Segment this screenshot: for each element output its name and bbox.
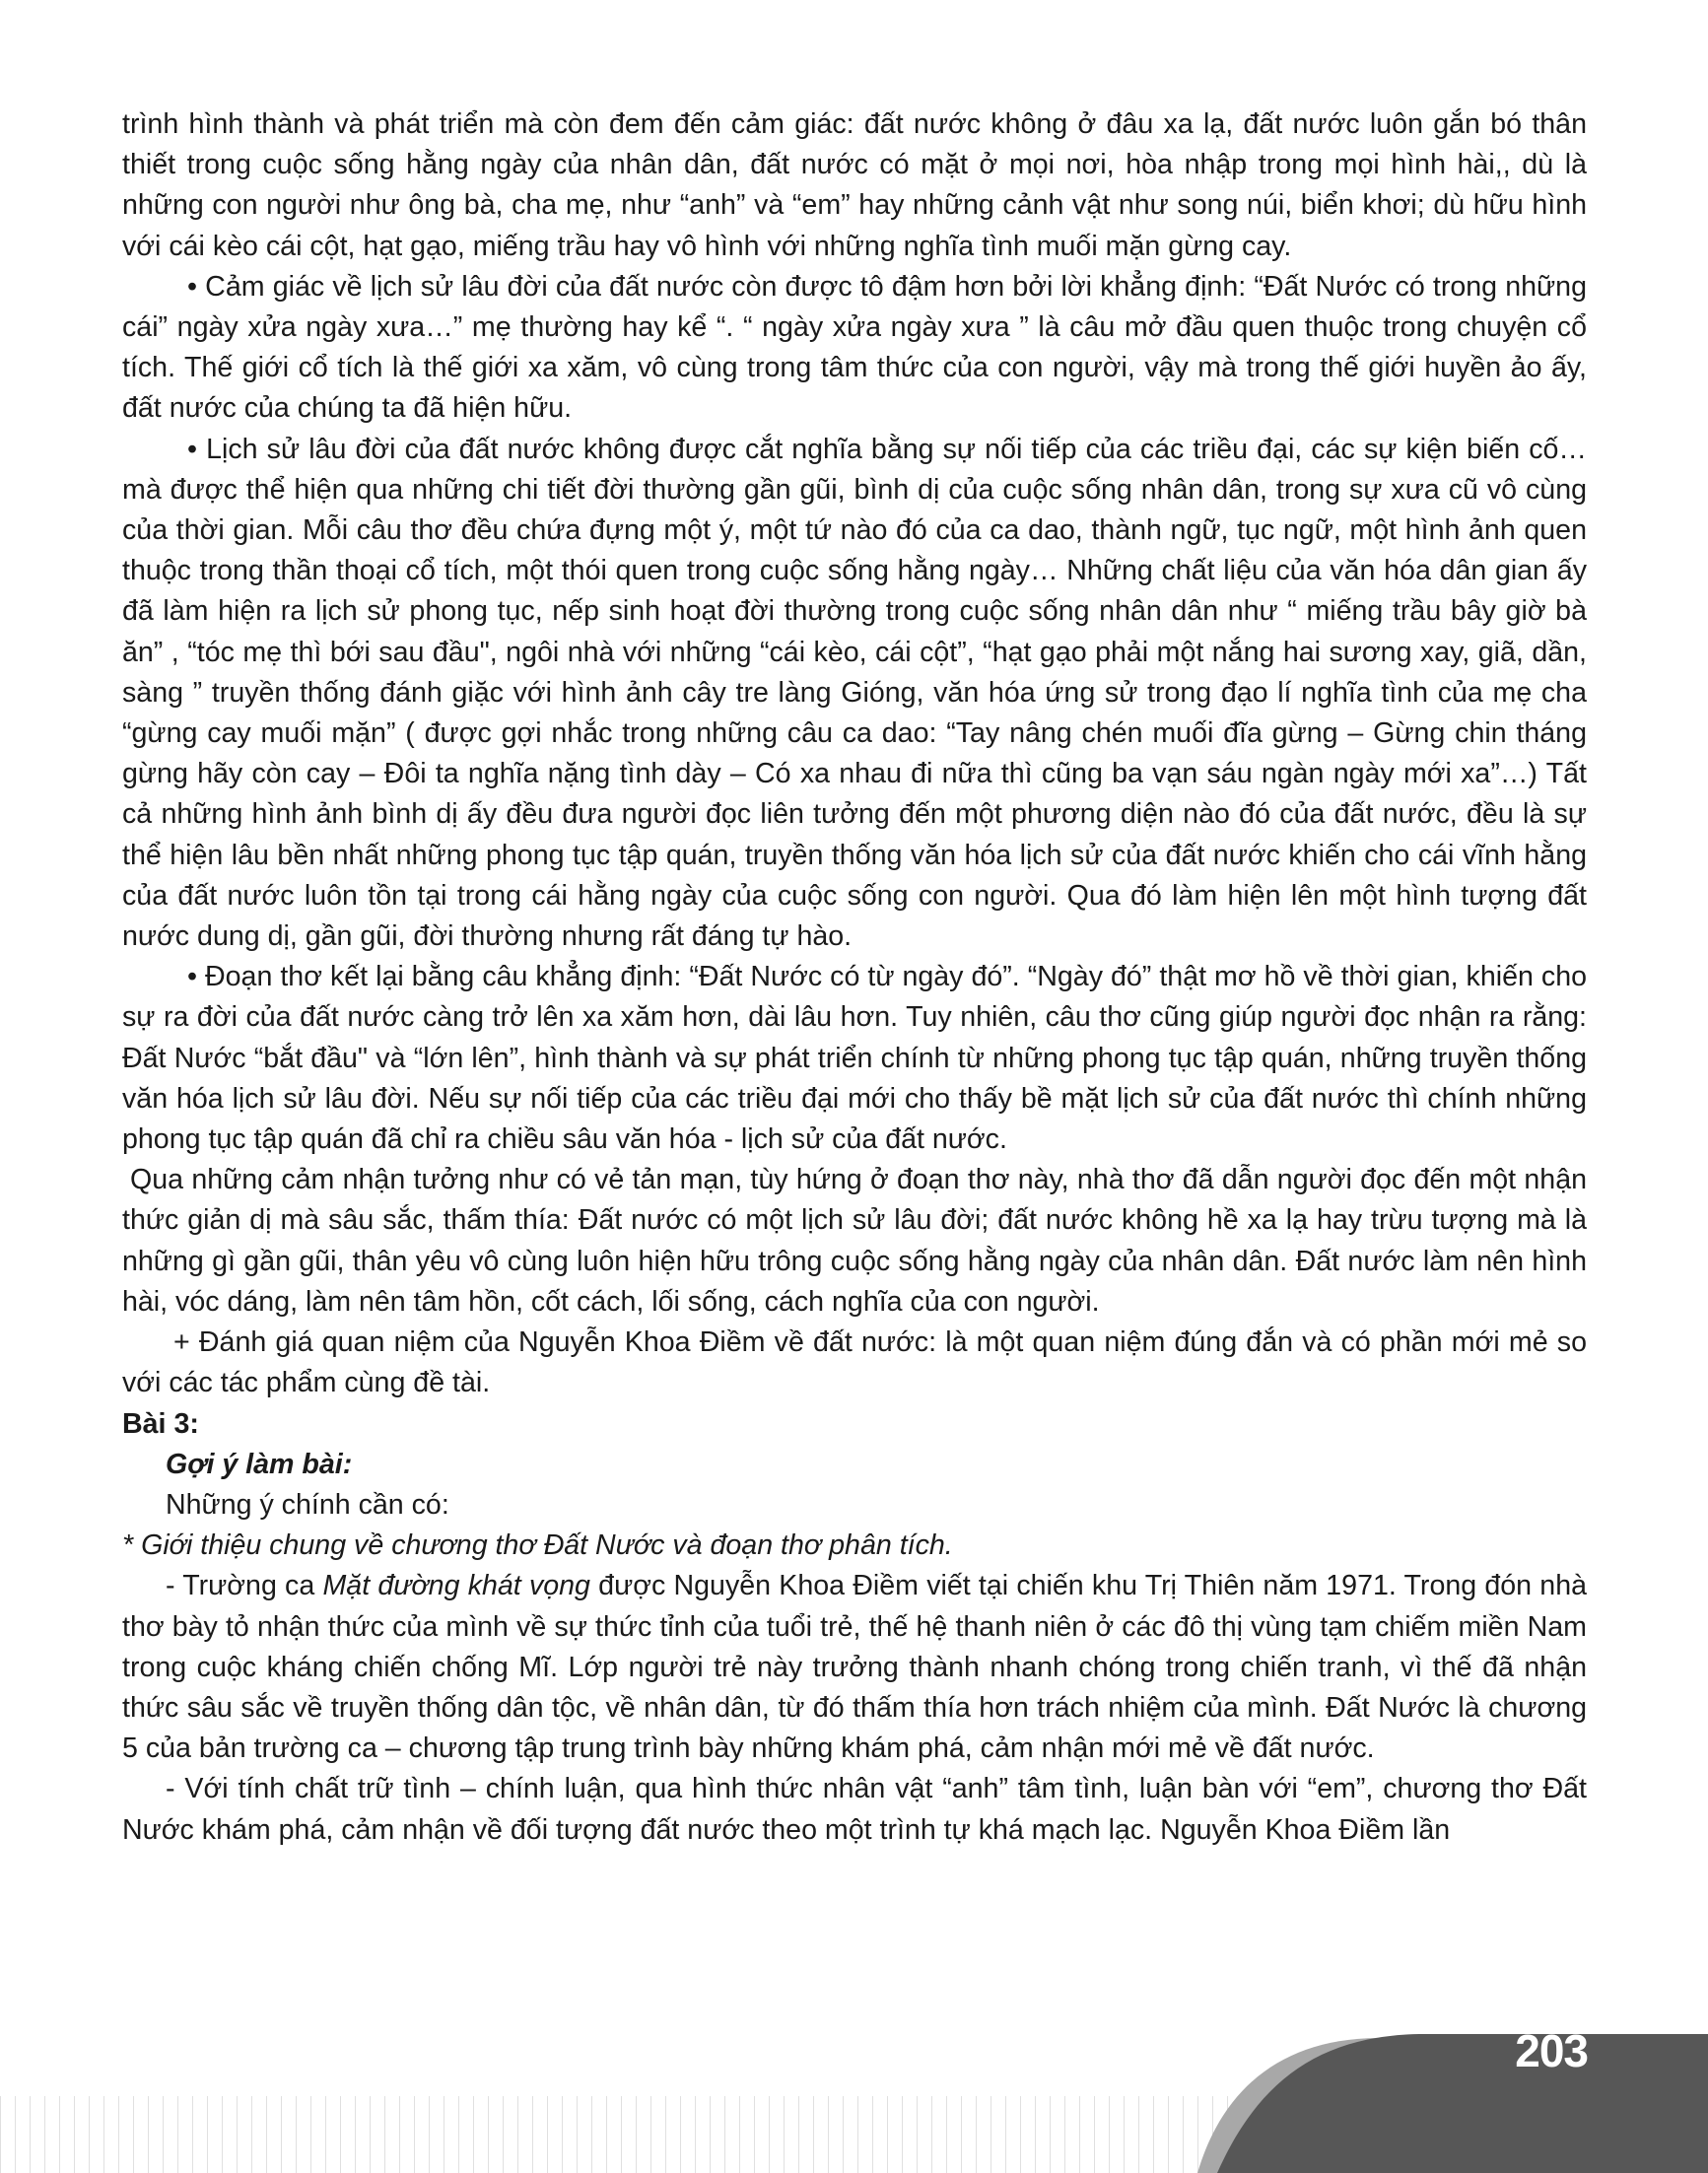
paragraph-epic-poem-rest: được Nguyễn Khoa Điềm viết tại chiến khu Trị Thiên năm 1971. Trong đón nhà thơ bày tỏ nhận thức của mình về sự thức tỉnh của tuổi trẻ, thế hệ thanh niên ở các đô thị vùng tạm chiếm miền Nam trong cuộc kháng chiến chống Mĩ. Lớp người trẻ này trưởng thành nhanh chóng trong chiến tranh, vì thế đã nhận thức sâu sắc về truyền thống dân tộc, về nhân dân, từ đó thấm thía hơn trách nhiệm của mình. Đất Nước là chương 5 của bản trường ca – chương tập trung trình bày những khám phá, cảm nhận mới mẻ về đất nước. — [122, 1570, 1587, 1765]
page-footer — [0, 2030, 1708, 2173]
paragraph-summary: Qua những cảm nhận tưởng như có vẻ tản mạn, tùy hứng ở đoạn thơ này, nhà thơ đã dẫn người đọc đến một nhận thức giản dị mà sâu sắc, thấm thía: Đất nước có một lịch sử lâu đời; đất nước không hề xa lạ hay trừu tượng mà là những gì gần gũi, thân yêu vô cùng luôn hiện hữu trông cuộc sống hằng ngày của nhân dân. Đất nước làm nên hình hài, vóc dáng, làm nên tâm hồn, cốt cách, lối sống, cách nghĩa của con người. — [122, 1164, 1587, 1318]
page-body — [122, 104, 1587, 1851]
footer-swoosh — [0, 2030, 1708, 2173]
sub-heading: Gợi ý làm bài: — [166, 1448, 353, 1480]
paragraph-epic-poem — [122, 1566, 1587, 1769]
paragraph-bullet-folk-culture: • Lịch sử lâu đời của đất nước không được cắt nghĩa bằng sự nối tiếp của các triều đại, các sự kiện biến cố… mà được thể hiện qua những chi tiết đời thường gần gũi, bình dị của cuộc sống nhân dân, trong sự xưa cũ vô cùng của thời gian. Mỗi câu thơ đều chứa đựng một ý, một tứ nào đó của ca dao, thành ngữ, tục ngữ, một hình ảnh quen thuộc trong thần thoại cổ tích, một thói quen trong cuộc sống hằng ngày… Những chất liệu của văn hóa dân gian ấy đã làm hiện ra lịch sử phong tục, nếp sinh hoạt đời thường trong cuộc sống nhân dân như “ miếng trầu bây giờ bà ăn” , “tóc mẹ thì bới sau đầu", ngôi nhà với những “cái kèo, cái cột”, “hạt gạo phải một nắng hai sương xay, giã, dần, sàng ” truyền thống đánh giặc với hình ảnh cây tre làng Gióng, văn hóa ứng sử trong đạo lí nghĩa tình của mẹ cha “gừng cay muối mặn” ( được gợi nhắc trong những câu ca dao: “Tay nâng chén muối đĩa gừng – Gừng chin tháng gừng hãy còn cay – Đôi ta nghĩa nặng tình dày – Có xa nhau đi nữa thì cũng ba vạn sáu ngàn ngày mới xa”…) Tất cả những hình ảnh bình dị ấy đều đưa người đọc liên tưởng đến một phương diện nào đó của đất nước, đều là sự thể hiện lâu bền nhất những phong tục tập quán, truyền thống văn hóa lịch sử của đất nước khiến cho cái vĩnh hằng của đất nước luôn tồn tại trong cái hằng ngày của cuộc sống con người. Qua đó làm hiện lên một hình tượng đất nước dung dị, gần gũi, đời thường nhưng rất đáng tự hào. — [122, 433, 1587, 953]
paragraph-intro-continuation: trình hình thành và phát triển mà còn đem đến cảm giác: đất nước không ở đâu xa lạ, đất nước luôn gắn bó thân thiết trong cuộc sống hằng ngày của nhân dân, đất nước có mặt ở mọi nơi, hòa nhập trong mọi hình hài,, dù là những con người như ông bà, cha mẹ, như “anh” và “em” hay những cảnh vật như song núi, biển khơi; dù hữu hình với cái kèo cái cột, hạt gạo, miếng trầu hay vô hình với những nghĩa tình muối mặn gừng cay. — [122, 108, 1587, 262]
work-title: Mặt đường khát vọng — [322, 1570, 590, 1602]
paragraph-lyrical-political: - Với tính chất trữ tình – chính luận, qua hình thức nhân vật “anh” tâm tình, luận bàn với “em”, chương thơ Đất Nước khám phá, cảm nhận về đối tượng đất nước theo một trình tự khá mạch lạc. Nguyễn Khoa Điềm lần — [122, 1773, 1587, 1846]
footer-swoosh-dark — [1217, 2034, 1708, 2173]
section-heading: Bài 3: — [122, 1407, 199, 1440]
paragraph-evaluation: + Đánh giá quan niệm của Nguyễn Khoa Điềm về đất nước: là một quan niệm đúng đắn và có phần mới mẻ so với các tác phẩm cùng đề tài. — [122, 1326, 1587, 1399]
lead-line: Những ý chính cần có: — [166, 1488, 449, 1521]
paragraph-bullet-history-feeling: • Cảm giác về lịch sử lâu đời của đất nước còn được tô đậm hơn bởi lời khẳng định: “Đất Nước có trong những cái” ngày xửa ngày xưa…” mẹ thường hay kể “. “ ngày xửa ngày xưa ” là câu mở đầu quen thuộc trong chuyện cổ tích. Thế giới cổ tích là thế giới xa xăm, vô cùng trong tâm thức của con người, vậy mà trong thế giới huyền ảo ấy, đất nước của chúng ta đã hiện hữu. — [122, 270, 1587, 425]
paragraph-epic-poem-start: - Trường ca — [166, 1570, 323, 1602]
italic-note: * Giới thiệu chung về chương thơ Đất Nước và đoạn thơ phân tích. — [122, 1529, 953, 1562]
page-number: 203 — [1515, 2025, 1588, 2076]
paragraph-bullet-closing-verse: • Đoạn thơ kết lại bằng câu khẳng định: “Đất Nước có từ ngày đó”. “Ngày đó” thật mơ hồ về thời gian, khiến cho sự ra đời của đất nước càng trở lên xa xăm hơn, dài lâu hơn. Tuy nhiên, câu thơ cũng giúp người đọc nhận ra rằng: Đất Nước “bắt đầu" và “lớn lên”, hình thành và sự phát triển chính từ những phong tục tập quán, những truyền thống văn hóa lịch sử lâu đời. Nếu sự nối tiếp của các triều đại mới cho thấy bề mặt lịch sử của đất nước thì chính những phong tục tập quán đã chỉ ra chiều sâu văn hóa - lịch sử của đất nước. — [122, 961, 1587, 1156]
